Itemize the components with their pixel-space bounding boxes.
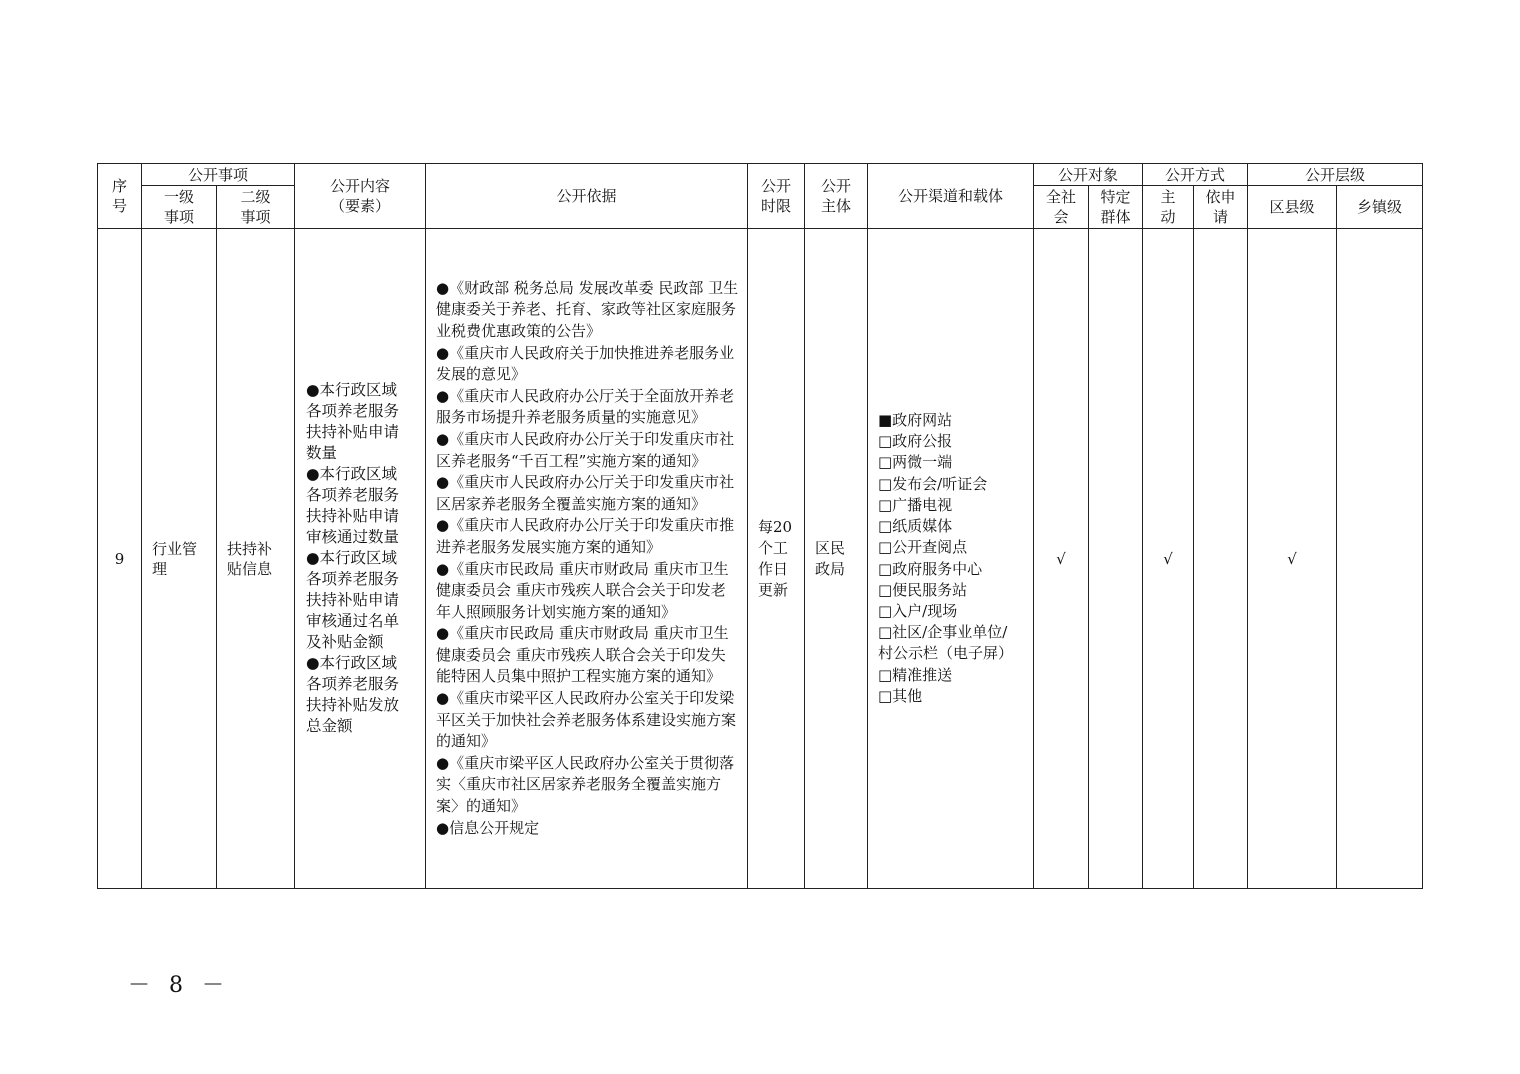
header-basis: 公开依据 (426, 164, 748, 229)
basis-item: ●《重庆市梁平区人民政府办公室关于印发梁平区关于加快社会养老服务体系建设实施方案的通知》 (436, 689, 737, 751)
cell-audience-specific (1089, 229, 1143, 889)
channel-item: □政府服务中心 (878, 559, 983, 578)
cell-content (295, 229, 426, 889)
content-item: ●本行政区域各项养老服务扶持补贴申请审核通过名单及补贴金额 (306, 549, 400, 651)
check-mark-icon: √ (1056, 549, 1066, 568)
basis-item: ●《重庆市民政局 重庆市财政局 重庆市卫生健康委员会 重庆市残疾人联合会关于印发失能特困人员集中照护工程实施方案的通知》 (436, 624, 729, 686)
cell-level-town (1337, 229, 1423, 889)
basis-item: ●《重庆市人民政府办公厅关于印发重庆市社区养老服务“千百工程”实施方案的通知》 (436, 429, 735, 470)
channel-item: ■政府网站 (878, 411, 953, 430)
cell-item-l1: 行业管理 (142, 229, 217, 889)
content-item: ●本行政区域各项养老服务扶持补贴申请数量 (306, 381, 400, 462)
basis-item: ●《重庆市人民政府关于加快推进养老服务业发展的意见》 (436, 343, 735, 384)
header-level-county: 区县级 (1248, 186, 1337, 229)
disclosure-table (97, 163, 1423, 889)
content-item: ●本行政区域各项养老服务扶持补贴申请审核通过数量 (306, 465, 400, 546)
cell-method-request (1194, 229, 1248, 889)
header-item-l2: 二级事项 (217, 186, 295, 229)
header-method-request: 依申请 (1194, 186, 1248, 229)
channel-item: □政府公报 (878, 432, 953, 451)
cell-seq: 9 (98, 229, 142, 889)
channel-item: □发布会/听证会 (878, 474, 988, 493)
basis-item: ●《重庆市人民政府办公厅关于印发重庆市社区居家养老服务全覆盖实施方案的通知》 (436, 473, 735, 513)
basis-item: ●《重庆市人民政府办公厅关于印发重庆市推进养老服务发展实施方案的通知》 (436, 516, 735, 556)
channel-item: □公开查阅点 (878, 538, 968, 557)
check-mark-icon: √ (1287, 549, 1297, 568)
header-audience-specific: 特定群体 (1089, 186, 1143, 229)
header-level: 公开层级 (1248, 164, 1423, 186)
channel-item: □社区/企事业单位/村公示栏（电子屏） (878, 623, 1014, 663)
basis-item: ●《重庆市梁平区人民政府办公室关于贯彻落实〈重庆市社区居家养老服务全覆盖实施方案〉的通知》 (436, 753, 735, 816)
basis-item: ●《重庆市民政局 重庆市财政局 重庆市卫生健康委员会 重庆市残疾人联合会关于印发老年人照顾服务计划实施方案的通知》 (436, 559, 729, 621)
header-method-active: 主动 (1143, 186, 1194, 229)
header-time-limit: 公开时限 (748, 164, 805, 229)
page-number: － 8 － (128, 973, 230, 998)
header-content: 公开内容（要素） (295, 164, 426, 229)
cell-subject: 区民政局 (805, 229, 868, 889)
header-level-town: 乡镇级 (1337, 186, 1423, 229)
basis-item: ●《重庆市人民政府办公厅关于全面放开养老服务市场提升养老服务质量的实施意见》 (436, 386, 735, 427)
header-audience: 公开对象 (1034, 164, 1143, 186)
content-item: ●本行政区域各项养老服务扶持补贴发放总金额 (306, 654, 400, 735)
channel-item: □入户/现场 (878, 601, 958, 620)
header-method: 公开方式 (1143, 164, 1248, 186)
check-mark-icon: √ (1163, 549, 1173, 568)
channel-item: □便民服务站 (878, 580, 968, 599)
header-item: 公开事项 (142, 164, 295, 186)
basis-item: ●信息公开规定 (436, 818, 540, 837)
cell-audience-all (1034, 229, 1089, 889)
cell-level-county (1248, 229, 1337, 889)
channel-item: □纸质媒体 (878, 517, 953, 536)
header-subject: 公开主体 (805, 164, 868, 229)
channel-item: □精准推送 (878, 665, 953, 684)
header-audience-all: 全社会 (1034, 186, 1089, 229)
cell-channels (868, 229, 1034, 889)
channel-item: □其他 (878, 686, 923, 705)
header-channels: 公开渠道和载体 (868, 164, 1034, 229)
basis-item: ●《财政部 税务总局 发展改革委 民政部 卫生健康委关于养老、托育、家政等社区家庭服务业税费优惠政策的公告》 (436, 278, 739, 340)
cell-time-limit: 每20个工作日更新 (748, 229, 805, 889)
channel-item: □广播电视 (878, 495, 953, 514)
cell-method-active (1143, 229, 1194, 889)
cell-basis (426, 229, 748, 889)
cell-item-l2: 扶持补贴信息 (217, 229, 295, 889)
header-item-l1: 一级事项 (142, 186, 217, 229)
channel-item: □两微一端 (878, 453, 953, 472)
header-seq: 序号 (98, 164, 142, 229)
table-row (98, 229, 1423, 889)
